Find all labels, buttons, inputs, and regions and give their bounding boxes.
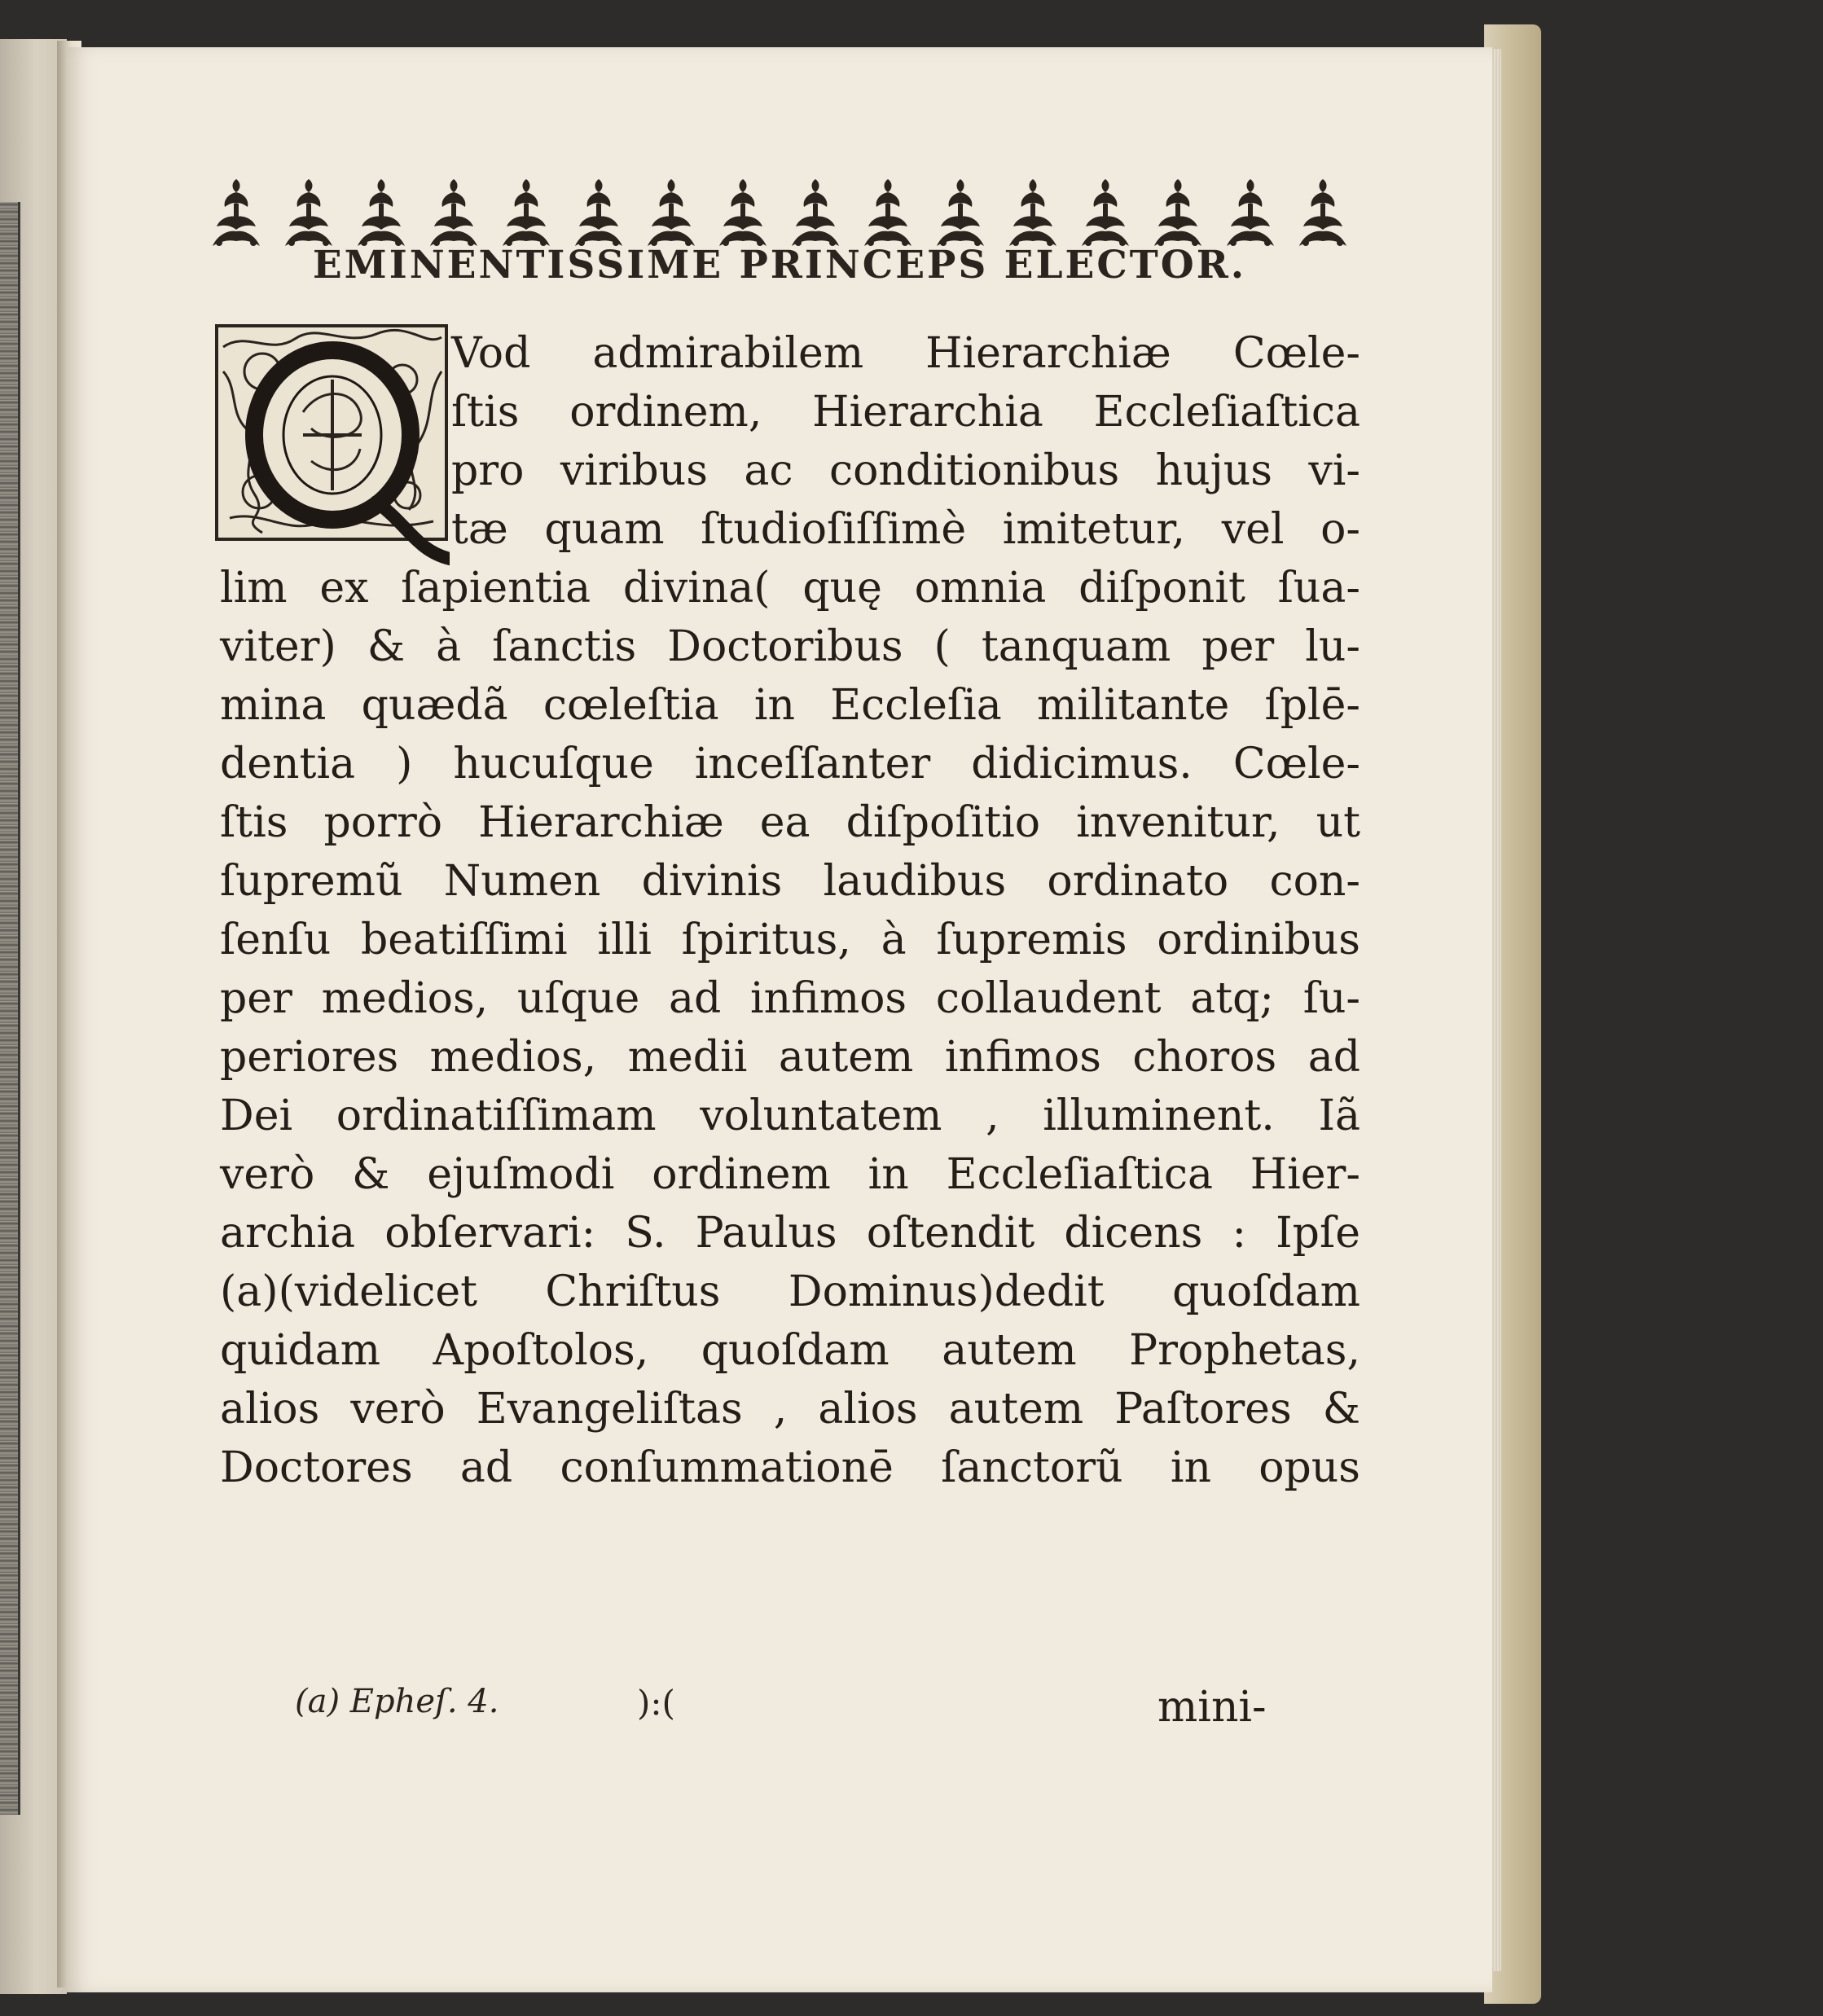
catchword: mini- <box>1157 1683 1267 1732</box>
text-line: verò & ejuſmodi ordinem in Eccleſiaſtica Hier- <box>220 1150 1360 1199</box>
text-line: ſupremũ Numen divinis laudibus ordinato con- <box>220 857 1360 906</box>
text-line: dentia ) hucuſque inceſſanter didicimus. Cœle- <box>220 740 1360 788</box>
fleuron-icon <box>1006 176 1060 251</box>
fleuron-icon <box>499 176 553 251</box>
fleuron-icon <box>716 176 770 251</box>
signature-mark: ):( <box>637 1683 675 1723</box>
body-text <box>220 324 1360 1497</box>
text-line: ſenſu beatiſſimi illi ſpiritus, à ſupremis ordinibus <box>220 916 1360 964</box>
fleuron-icon <box>789 176 842 251</box>
text-line: periores medios, medii autem infimos choros ad <box>220 1033 1360 1082</box>
text-line: ſtis ordinem, Hierarchia Eccleſiaſtica <box>451 388 1360 437</box>
fleuron-icon <box>1296 176 1350 251</box>
fleuron-icon <box>1151 176 1205 251</box>
text-line: mina quædã cœleſtia in Eccleſia militante ſplē- <box>220 681 1360 730</box>
fleuron-icon <box>572 176 626 251</box>
text-line: viter) & à ſanctis Doctoribus ( tanquam per lu- <box>220 622 1360 671</box>
footnote-reference: (a) Epheſ. 4. <box>295 1683 499 1720</box>
fleuron-icon <box>644 176 698 251</box>
text-line: quidam Apoſtolos, quoſdam autem Prophetas, <box>220 1326 1360 1375</box>
text-line: (a)(videlicet Chriſtus Dominus)dedit quoſdam <box>220 1267 1360 1316</box>
fleuron-icon <box>861 176 915 251</box>
text-line: per medios, uſque ad infimos collaudent atq; ſu- <box>220 974 1360 1023</box>
page-heading: EMINENTISSIME PRINCEPS ELECTOR. <box>312 243 1247 288</box>
text-line: archia obſervari: S. Paulus oſtendit dicens : Ipſe <box>220 1209 1360 1258</box>
text-line: ſtis porrò Hierarchiæ ea diſpoſitio invenitur, ut <box>220 798 1360 847</box>
left-page-engraving <box>0 202 20 1815</box>
text-line: lim ex ſapientia divina( quę omnia diſponit ſua- <box>220 564 1360 613</box>
fleuron-icon <box>209 176 263 251</box>
text-line: Doctores ad conſummationē ſanctorũ in opus <box>220 1443 1360 1492</box>
fleuron-icon <box>933 176 987 251</box>
text-line: Dei ordinatiſſimam voluntatem , illuminent. Iã <box>220 1091 1360 1140</box>
text-line: pro viribus ac conditionibus hujus vi- <box>451 446 1360 495</box>
fleuron-icon <box>354 176 408 251</box>
text-line: alios verò Evangeliſtas , alios autem Paſtores & <box>220 1385 1360 1434</box>
fleuron-icon <box>427 176 481 251</box>
fleuron-icon <box>1223 176 1277 251</box>
fleuron-icon <box>1078 176 1132 251</box>
fleuron-icon <box>282 176 336 251</box>
book-page <box>67 47 1492 1992</box>
page-footer <box>67 1683 1492 1740</box>
text-line: Vod admirabilem Hierarchiæ Cœle- <box>451 329 1360 378</box>
text-line: tæ quam ſtudioſiſſimè imitetur, vel o- <box>451 505 1360 554</box>
ornament-band <box>209 169 1350 251</box>
